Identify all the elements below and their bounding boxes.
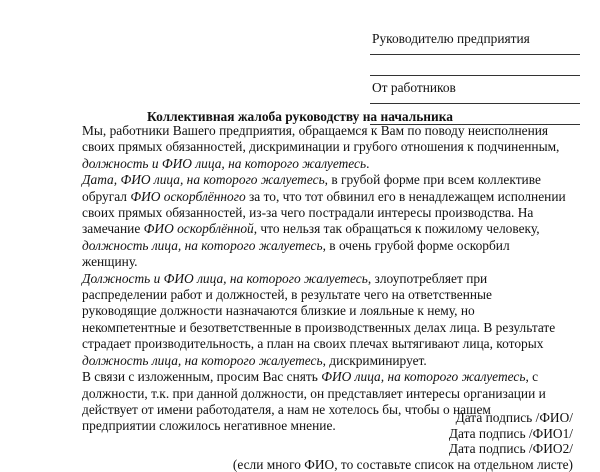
text: , с должности, т.к. при данной должности, он представляет интересы организации и действует от имени работодателя, а нам не хотелось бы, чтобы о нашем предприятии сложилось негативное мнение. xyxy=(82,369,546,434)
text: , в очень грубой форме оскорбил женщину. xyxy=(82,237,510,270)
document-title: Коллективная жалоба руководству на начальника xyxy=(147,109,453,124)
signature-line-2: Дата подпись /ФИО1/ xyxy=(448,425,573,441)
placeholder-text: ФИО оскорблённой xyxy=(143,221,254,237)
paragraph-1 xyxy=(82,123,568,172)
addressee-from: От работников xyxy=(372,80,456,95)
text: Мы, работники Вашего предприятия, обращаемся к Вам по поводу неисполнения своих прямых обязанностей, дискриминации и грубого отношения к подчиненным, xyxy=(82,123,560,155)
paragraph-2 xyxy=(82,172,568,270)
paragraph-3 xyxy=(82,271,568,369)
addressee-to: Руководителю предприятия xyxy=(372,31,530,46)
text: , в грубой форме при всем коллективе обругал xyxy=(82,172,541,204)
placeholder-text: ФИО оскорблённого xyxy=(130,188,246,204)
placeholder-text: Должность и ФИО лица, на которого жалуетесь xyxy=(82,270,368,286)
blank-line xyxy=(370,55,580,76)
placeholder-text: Дата, ФИО лица, на которого жалуетесь xyxy=(82,172,325,188)
text: , что нельзя так обращаться к пожилому человеку, xyxy=(253,221,540,237)
placeholder-text: ФИО лица, на которого жалуетесь xyxy=(321,369,526,385)
text: , дискриминирует. xyxy=(322,352,427,368)
text: В связи с изложенным, просим Вас снять xyxy=(82,369,322,385)
signature-line-1: Дата подпись /ФИО/ xyxy=(455,410,573,425)
placeholder-text: должность лица, на которого жалуетесь xyxy=(82,237,323,253)
placeholder-text: должность и ФИО лица, на которого жалуетесь xyxy=(82,155,367,171)
text: , злоупотребляет при распределении работ и должностей, в результате чего на ответственные руководящие должности назначаются близкие и лояльные к нему, но некомпетентные и безответственные в производственных делах лица. В результате страдает производительность, а план на своих плечах вытягивают лица, которых xyxy=(82,270,556,352)
text: . xyxy=(366,155,370,171)
placeholder-text: должность лица, на которого жалуетесь xyxy=(82,352,323,368)
addressee-line xyxy=(370,27,580,55)
signature-note: (если много ФИО, то составьте список на отдельном листе) xyxy=(232,456,573,472)
signature-block xyxy=(233,410,573,472)
document-body xyxy=(82,123,568,435)
text: за то, что тот обвинил его в ненадлежащем исполнении своих прямых обязанностей, из-за чего пострадали интересы производства. На замечание xyxy=(82,188,566,237)
sender-line xyxy=(370,76,580,104)
signature-line-3: Дата подпись /ФИО2/ xyxy=(448,441,573,456)
